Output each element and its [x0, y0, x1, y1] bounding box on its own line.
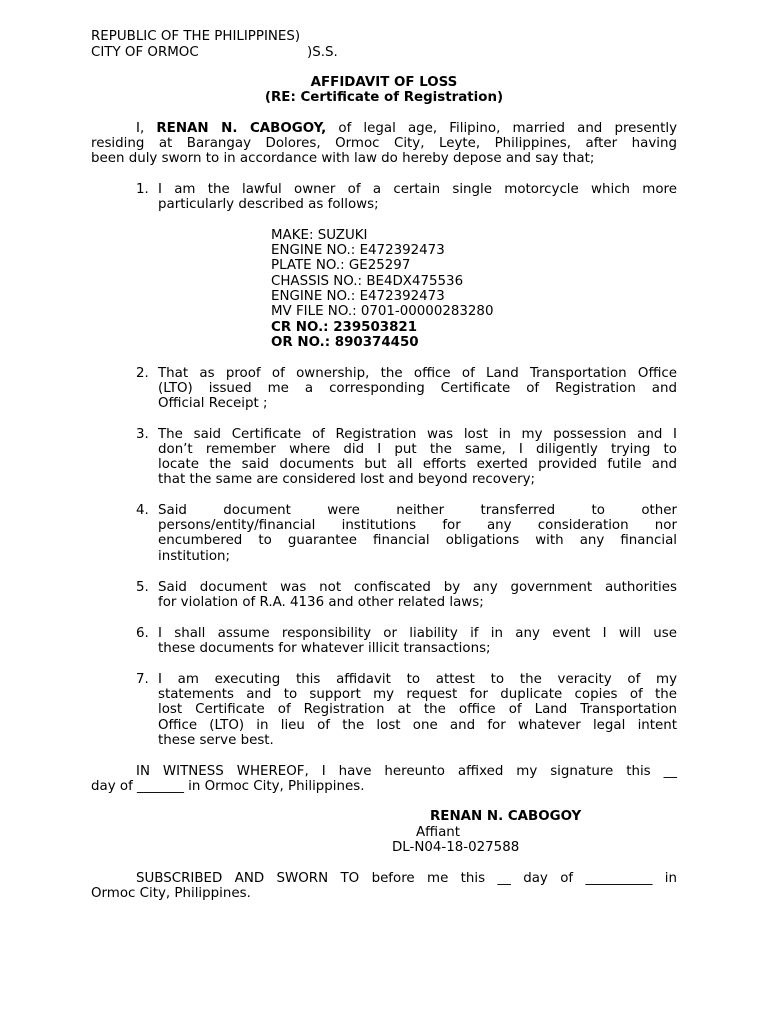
- intro-line-3: been duly sworn to in accordance with law do hereby depose and say that;: [91, 151, 595, 166]
- item-line: That as proof of ownership, the office of Land Transportation Office: [158, 366, 677, 381]
- item-line: institution;: [158, 549, 231, 564]
- item-line: these documents for whatever illicit transactions;: [158, 641, 491, 656]
- item-line: Office (LTO) in lieu of the lost one and for whatever legal intent: [158, 718, 677, 733]
- vehicle-cr-no: CR NO.: 239503821: [271, 320, 418, 335]
- item-line: I shall assume responsibility or liability if in any event I will use: [158, 626, 677, 641]
- item-line: Official Receipt ;: [158, 396, 268, 411]
- vehicle-engine-no: ENGINE NO.: E472392473: [271, 243, 445, 258]
- affiant-name-inline: RENAN N. CABOGOY,: [156, 121, 327, 136]
- document-subtitle: (RE: Certificate of Registration): [264, 90, 504, 105]
- witness-line-2: day of _______ in Ormoc City, Philippines.: [91, 779, 365, 794]
- vehicle-make: MAKE: SUZUKI: [271, 228, 368, 243]
- affiant-name: RENAN N. CABOGOY: [430, 809, 582, 824]
- vehicle-chassis-no: CHASSIS NO.: BE4DX475536: [271, 274, 464, 289]
- item-line: that the same are considered lost and beyond recovery;: [158, 472, 536, 487]
- item-number: 5.: [136, 580, 149, 595]
- item-line: I am the lawful owner of a certain single motorcycle which more: [158, 182, 677, 197]
- item-line: lost Certificate of Registration at the office of Land Transportation: [158, 702, 677, 717]
- affiant-label: Affiant: [416, 825, 461, 840]
- vehicle-plate-no: PLATE NO.: GE25297: [271, 258, 411, 273]
- item-line: statements and to support my request for duplicate copies of the: [158, 687, 677, 702]
- item-number: 2.: [136, 366, 149, 381]
- intro-line-1: I, RENAN N. CABOGOY, of legal age, Filipino, married and presently: [136, 121, 677, 136]
- item-number: 7.: [136, 672, 149, 687]
- item-number: 3.: [136, 427, 149, 442]
- item-line: locate the said documents but all efforts exerted provided futile and: [158, 457, 677, 472]
- item-line: encumbered to guarantee financial obligations with any financial: [158, 533, 677, 548]
- jurat-line-1: SUBSCRIBED AND SWORN TO before me this __ day of __________ in: [136, 871, 677, 886]
- item-line: persons/entity/financial institutions for any consideration nor: [158, 518, 677, 533]
- witness-line-1: IN WITNESS WHEREOF, I have hereunto affixed my signature this __: [136, 764, 677, 779]
- vehicle-engine-no-2: ENGINE NO.: E472392473: [271, 289, 445, 304]
- item-number: 1.: [136, 182, 149, 197]
- item-line: (LTO) issued me a corresponding Certificate of Registration and: [158, 381, 677, 396]
- venue-city: CITY OF ORMOC: [91, 45, 199, 60]
- vehicle-mv-file-no: MV FILE NO.: 0701-00000283280: [271, 304, 494, 319]
- venue-ss: )S.S.: [307, 45, 338, 60]
- item-line: particularly described as follows;: [158, 197, 379, 212]
- vehicle-or-no: OR NO.: 890374450: [271, 335, 419, 350]
- item-line: these serve best.: [158, 733, 274, 748]
- document-title: AFFIDAVIT OF LOSS: [310, 75, 458, 90]
- intro-line-2: residing at Barangay Dolores, Ormoc City, Leyte, Philippines, after having: [91, 136, 677, 151]
- item-number: 6.: [136, 626, 149, 641]
- jurat-line-2: Ormoc City, Philippines.: [91, 886, 251, 901]
- item-number: 4.: [136, 503, 149, 518]
- item-line: don’t remember where did I put the same, I diligently trying to: [158, 442, 677, 457]
- item-line: I am executing this affidavit to attest to the veracity of my: [158, 672, 677, 687]
- driver-license-no: DL-N04-18-027588: [392, 840, 520, 855]
- item-line: Said document was not confiscated by any government authorities: [158, 580, 677, 595]
- item-line: Said document were neither transferred to other: [158, 503, 677, 518]
- venue-republic: REPUBLIC OF THE PHILIPPINES): [91, 29, 301, 44]
- item-line: for violation of R.A. 4136 and other related laws;: [158, 595, 484, 610]
- item-line: The said Certificate of Registration was lost in my possession and I: [158, 427, 677, 442]
